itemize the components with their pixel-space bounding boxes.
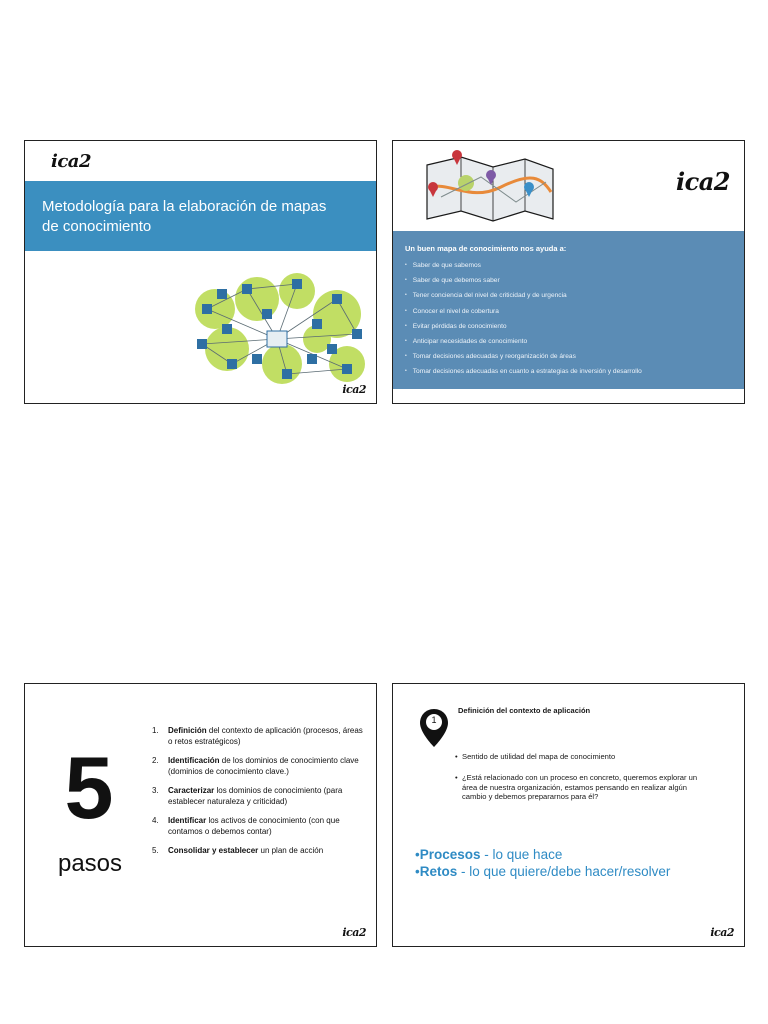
- benefits-panel: [393, 231, 744, 389]
- step-number: 4.: [152, 816, 159, 825]
- step-text: del contexto de aplicación (procesos, áreas o retos estratégicos): [168, 726, 363, 746]
- step-item: [152, 785, 367, 807]
- ica2-logo-footer: ica2: [342, 383, 366, 396]
- step-keyword: Caracterizar: [168, 786, 215, 795]
- keyword-term: Procesos: [419, 847, 481, 862]
- step-keyword: Consolidar y establecer: [168, 846, 259, 855]
- list-item: • Evitar pérdidas de conocimiento: [405, 319, 642, 334]
- step-text: los dominios de conocimiento (para establecer naturaleza y criticidad): [168, 786, 343, 806]
- list-item: • Saber de que debemos saber: [405, 273, 642, 288]
- keyword-retos: •Retos - lo que quiere/debe hacer/resolver: [415, 864, 671, 879]
- knowledge-network-illustration: [187, 269, 373, 387]
- ica2-logo-footer: ica2: [710, 926, 734, 939]
- list-item: • Tener conciencia del nivel de criticidad y de urgencia: [405, 288, 642, 303]
- slide-title: Definición del contexto de aplicación: [458, 706, 591, 715]
- keyword-term: Retos: [419, 864, 458, 879]
- step-text: un plan de acción: [258, 846, 324, 855]
- big-label: pasos: [57, 850, 123, 877]
- list-item: • Saber de que sabemos: [405, 258, 642, 273]
- panel-heading: Un buen mapa de conocimiento nos ayuda a:: [405, 244, 567, 253]
- list-item: • Conocer el nivel de cobertura: [405, 304, 642, 319]
- step-keyword: Definición: [168, 726, 207, 735]
- pin-number: 1: [431, 715, 437, 725]
- step-item: [152, 755, 367, 777]
- keyword-desc: - lo que quiere/debe hacer/resolver: [457, 864, 671, 879]
- step-keyword: Identificación: [168, 756, 220, 765]
- list-item: • Tomar decisiones adecuadas y reorganización de áreas: [405, 349, 642, 364]
- slide-2: [392, 140, 745, 404]
- ica2-logo: ica2: [676, 167, 730, 196]
- list-item: • Anticipar necesidades de conocimiento: [405, 334, 642, 349]
- benefits-list: [405, 258, 642, 380]
- slide-1: [24, 140, 377, 404]
- keyword-procesos: •Procesos - lo que hace: [415, 847, 563, 862]
- step-number: 3.: [152, 786, 159, 795]
- points-list: [455, 752, 710, 814]
- slide-3: [24, 683, 377, 947]
- ica2-logo-footer: ica2: [342, 926, 366, 939]
- step-number: 2.: [152, 756, 159, 765]
- step-text: los activos de conocimiento (con que contamos o debemos contar): [168, 816, 340, 836]
- slide-4: [392, 683, 745, 947]
- title-banner: [25, 181, 376, 251]
- list-item: • Sentido de utilidad del mapa de conocimiento: [455, 752, 710, 761]
- step-item: [152, 725, 367, 747]
- steps-list: [152, 725, 367, 864]
- step-item: [152, 845, 367, 856]
- ica2-logo: ica2: [51, 151, 91, 172]
- step-item: [152, 815, 367, 837]
- step-number: 5.: [152, 846, 159, 855]
- step-keyword: Identificar: [168, 816, 207, 825]
- keyword-desc: - lo que hace: [480, 847, 563, 862]
- step-text: de los dominios de conocimiento clave (dominios de conocimiento clave.): [168, 756, 359, 776]
- slide-title: Metodología para la elaboración de mapas de conocimiento: [42, 198, 327, 235]
- big-number: 5: [64, 738, 114, 837]
- step-number: 1.: [152, 726, 159, 735]
- list-item: • ¿Está relacionado con un proceso en concreto, queremos explorar un área de nuestra organización, estamos pensando en realizar algún cambio y debemos prepararnos para él?: [455, 773, 710, 801]
- map-pin-icon: [419, 708, 449, 748]
- map-illustration: [421, 147, 557, 227]
- list-item: • Tomar decisiones adecuadas en cuanto a estrategias de inversión y desarrollo: [405, 364, 642, 379]
